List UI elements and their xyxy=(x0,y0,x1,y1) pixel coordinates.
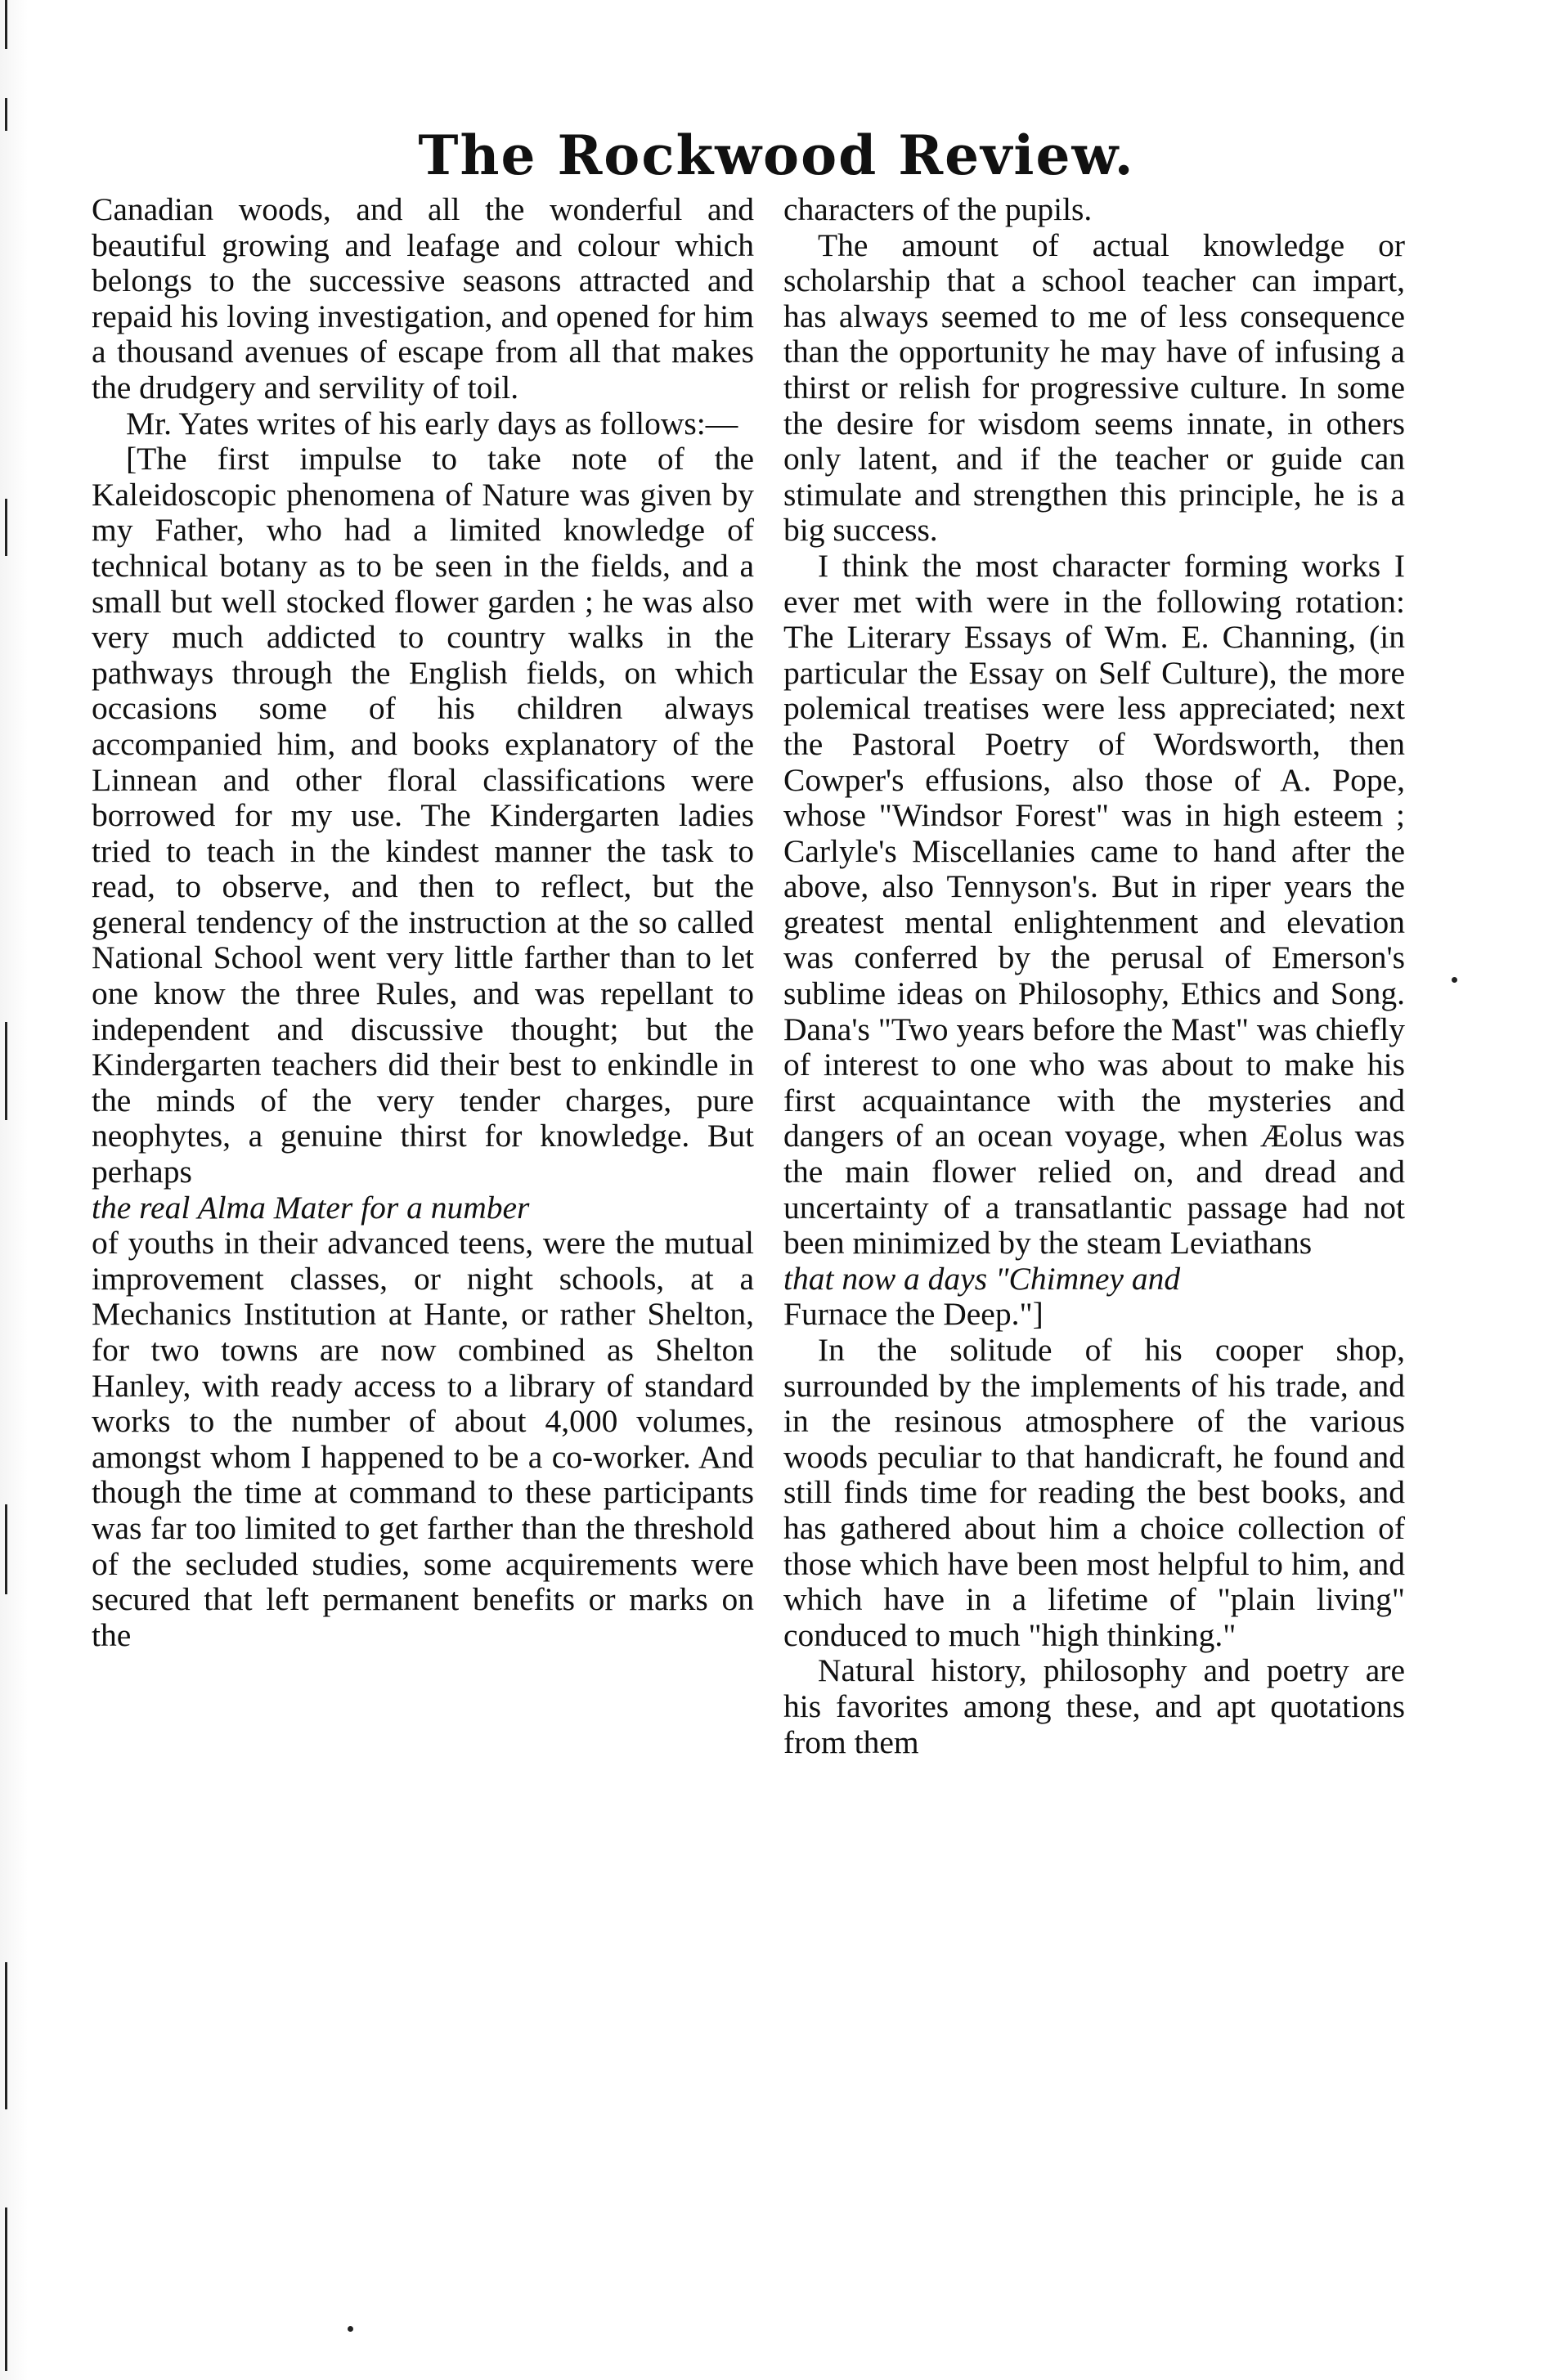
paragraph: of youths in their advanced teens, were the mutual improvement classes, or night schools, at a Mechanics Institution at Hante, or rather Shelton, for two towns are now combined as Shelton Hanley, with ready access to a library of standard works to the number of about 4,000 volumes, amongst whom I happened to be a co-worker. And though the time at command to these participants was far too limited to get farther than the threshold of the secluded studies, some acquirements were secured that left permanent benefits or marks on the xyxy=(92,1225,754,1653)
right-column xyxy=(783,192,1405,1760)
paragraph: characters of the pupils. xyxy=(783,191,1093,227)
left-column xyxy=(92,192,754,1653)
print-speck xyxy=(348,2326,353,2332)
binding-mark xyxy=(5,1504,7,1594)
binding-mark xyxy=(5,2207,7,2371)
paragraph: Natural history, philosophy and poetry are his favorites among these, and apt quotations from them xyxy=(783,1652,1405,1760)
paragraph: I think the most character forming works I ever met with were in the following rotation: The Literary Essays of Wm. E. Channing, (in particular the Essay on Self Culture), the more polemical treatises were less appreciated; next the Pastoral Poetry of Wordsworth, then Cowper's effusions, also those of A. Pope, whose "Windsor Forest" was in high esteem ; Carlyle's Miscellanies came to hand after the above, also Tennyson's. But in riper years the greatest mental enlightenment and elevation was conferred by the perusal of Emerson's sublime ideas on Philosophy, Ethics and Song. Dana's "Two years before the Mast" was chiefly of interest to one who was about to make his first acquaintance with the mysteries and dangers of an ocean voyage, when Æolus was the main flower relied on, and dread and uncertainty of a transatlantic passage had not been minimized by the steam Leviathans xyxy=(783,547,1405,1262)
paragraph: The amount of actual knowledge or scholarship that a school teacher can impart, has always seemed to me of less consequence than the opportunity he may have of infusing a thirst or relish for progressive culture. In some the desire for wisdom seems innate, in others only latent, and if the teacher or guide can stimulate and strengthen this principle, he is a big success. xyxy=(783,226,1405,549)
paragraph: [The first impulse to take note of the Kaleidoscopic phenomena of Nature was given by my Father, who had a limited knowledge of technical botany as to be seen in the fields, and a small but well stocked flower garden ; he was also very much addicted to country walks in the pathways through the English fields, on which occasions some of his children always accompanied him, and books explanatory of the Linnean and other floral classifications were borrowed for my use. The Kindergarten ladies tried to teach in the kindest manner the task to read, to observe, and then to reflect, but the general tendency of the instruction at the so called National School went very little farther than to let one know the three Rules, and was repellant to independent and discussive thought; but the Kindergarten teachers did their best to enkindle in the minds of the very tender charges, pure neophytes, a genuine thirst for knowledge. But perhaps xyxy=(92,441,754,1190)
binding-mark xyxy=(5,1962,7,2109)
print-speck xyxy=(1452,977,1457,983)
binding-mark xyxy=(5,1022,7,1120)
italic-text: that now a days "Chimney and xyxy=(783,1260,1181,1297)
binding-mark xyxy=(5,0,7,49)
page-binding-edge xyxy=(0,0,28,2380)
paragraph-italic-line xyxy=(92,1190,754,1226)
paragraph: Mr. Yates writes of his early days as follows:— xyxy=(126,405,738,441)
binding-mark xyxy=(5,499,7,556)
page-masthead: The Rockwood Review. xyxy=(418,123,1135,187)
paragraph: Furnace the Deep."] xyxy=(783,1296,1044,1333)
paragraph: Canadian woods, and all the wonderful and beautiful growing and leafage and colour which belongs to the successive seasons attracted and repaid his loving investigation, and opened for him a thousand avenues of escape from all that makes the drudgery and servility of toil. xyxy=(92,191,754,406)
italic-text: the real Alma Mater for a number xyxy=(92,1189,530,1226)
paragraph-italic-line xyxy=(783,1262,1405,1298)
paragraph: In the solitude of his cooper shop, surrounded by the implements of his trade, and in the resinous atmosphere of the various woods peculiar to that handicraft, he found and still finds time for reading the best books, and has gathered about him a choice collection of those which have been most helpful to him, and which have in a lifetime of "plain living" conduced to much "high thinking." xyxy=(783,1332,1405,1653)
